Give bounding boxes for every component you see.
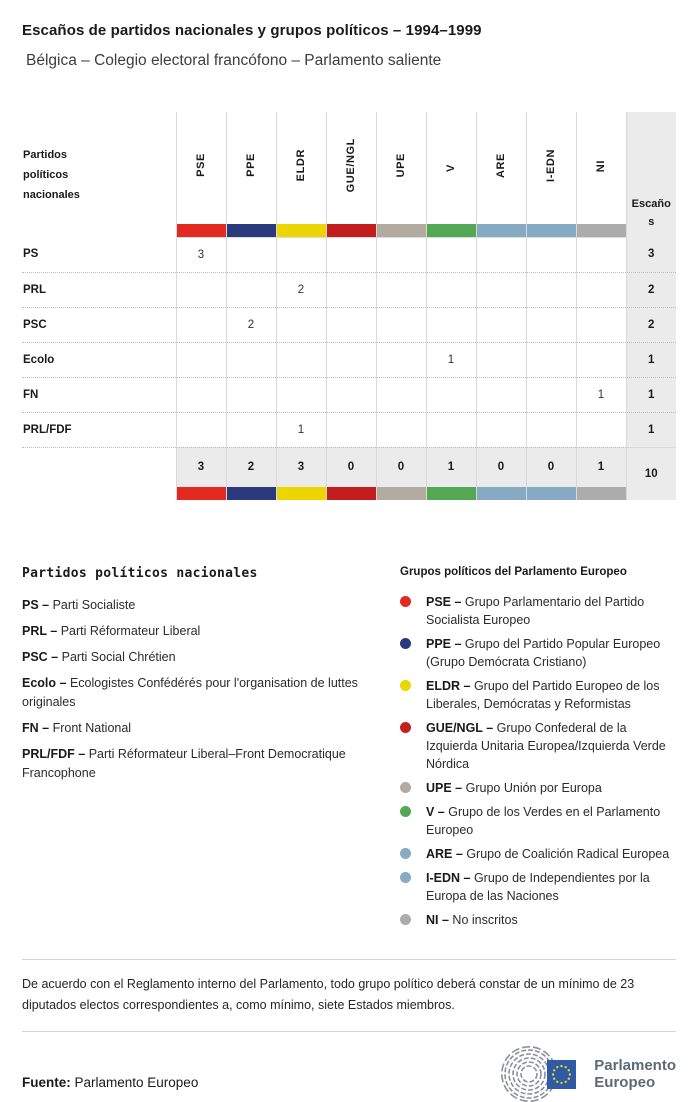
seat-cell xyxy=(326,307,376,342)
seat-cell xyxy=(176,377,226,412)
seats-table xyxy=(22,112,676,500)
totals-row-spacer xyxy=(22,447,176,487)
seat-cell xyxy=(576,272,626,307)
legend-item: I-EDN – Grupo de Independientes por la Europa de las Naciones xyxy=(400,869,676,905)
political-groups-heading: Grupos políticos del Parlamento Europeo xyxy=(400,566,627,578)
v-color-dot xyxy=(400,806,411,817)
legend-item: Ecolo – Ecologistes Confédérés pour l'organisation de luttes originales xyxy=(22,676,358,709)
seat-cell xyxy=(426,272,476,307)
color-bar-iedn xyxy=(526,224,576,238)
seat-cell xyxy=(376,377,426,412)
upe-color-dot xyxy=(400,782,411,793)
table-row xyxy=(22,377,676,412)
national-parties-legend xyxy=(22,566,382,935)
page-subtitle: Bélgica – Colegio electoral francófono – Parlamento saliente xyxy=(26,52,442,69)
first-column-header: Partidos políticos nacionales xyxy=(23,148,80,201)
column-header-upe: UPE xyxy=(376,112,426,224)
seat-cell: 1 xyxy=(276,412,326,447)
column-total: 3 xyxy=(276,447,326,487)
seat-cell xyxy=(526,272,576,307)
seat-cell xyxy=(576,342,626,377)
table-row xyxy=(22,412,676,447)
seat-cell xyxy=(226,272,276,307)
seat-cell xyxy=(426,412,476,447)
color-bar-v xyxy=(426,487,476,500)
color-bar-pse xyxy=(176,224,226,238)
row-total: 2 xyxy=(626,272,676,307)
legend-section xyxy=(22,566,676,935)
seat-cell xyxy=(276,307,326,342)
row-total: 1 xyxy=(626,342,676,377)
political-groups-legend xyxy=(400,566,676,935)
legend-item: UPE – Grupo Unión por Europa xyxy=(400,779,676,797)
color-bar-guengl xyxy=(326,224,376,238)
seat-cell xyxy=(576,237,626,272)
legend-item: PSC – Parti Social Chrétien xyxy=(22,650,176,664)
color-bar-ppe xyxy=(226,224,276,238)
seat-cell xyxy=(176,307,226,342)
legend-item: PRL/FDF – Parti Réformateur Liberal–Front Democratique Francophone xyxy=(22,747,346,780)
column-header-are: ARE xyxy=(476,112,526,224)
color-bar-ppe xyxy=(226,487,276,500)
column-total: 0 xyxy=(326,447,376,487)
seat-cell xyxy=(476,377,526,412)
totals-bar-spacer xyxy=(22,487,176,500)
seat-cell xyxy=(476,412,526,447)
seat-cell xyxy=(426,377,476,412)
party-label: PRL/FDF xyxy=(22,412,176,447)
seat-cell: 1 xyxy=(576,377,626,412)
footnote-text: De acuerdo con el Reglamento interno del Parlamento, todo grupo político deberá constar de un mínimo de 23 diputados electos correspondientes a, como mínimo, siete Estados miembros. xyxy=(22,977,635,1012)
color-bar-v xyxy=(426,224,476,238)
seat-cell xyxy=(326,377,376,412)
legend-item: PS – Parti Socialiste xyxy=(22,598,136,612)
pse-color-dot xyxy=(400,596,411,607)
seat-cell xyxy=(526,377,576,412)
column-header-v: V xyxy=(426,112,476,224)
seat-cell xyxy=(526,412,576,447)
seat-cell xyxy=(326,342,376,377)
totals-color-bar-row xyxy=(22,487,676,500)
column-total: 0 xyxy=(526,447,576,487)
seat-cell xyxy=(176,272,226,307)
color-bar-upe xyxy=(376,224,426,238)
party-label: FN xyxy=(22,377,176,412)
seat-cell xyxy=(426,237,476,272)
seat-cell xyxy=(376,237,426,272)
column-header-guengl: GUE/NGL xyxy=(326,112,376,224)
column-total: 0 xyxy=(476,447,526,487)
column-header-ni: NI xyxy=(576,112,626,224)
seat-cell xyxy=(176,342,226,377)
color-bar-ni xyxy=(576,487,626,500)
eldr-color-dot xyxy=(400,680,411,691)
seat-cell xyxy=(326,412,376,447)
legend-item: ELDR – Grupo del Partido Europeo de los Liberales, Demócratas y Reformistas xyxy=(400,677,676,713)
column-total: 0 xyxy=(376,447,426,487)
seat-cell xyxy=(376,307,426,342)
color-bar-ni xyxy=(576,224,626,238)
seat-cell xyxy=(276,342,326,377)
color-bar-eldr xyxy=(276,224,326,238)
table-row xyxy=(22,237,676,272)
footer xyxy=(22,1046,676,1102)
color-bar-eldr xyxy=(276,487,326,500)
seat-cell xyxy=(476,307,526,342)
ni-color-dot xyxy=(400,914,411,925)
seat-cell xyxy=(376,412,426,447)
column-header-ppe: PPE xyxy=(226,112,276,224)
row-total: 1 xyxy=(626,377,676,412)
legend-item: NI – No inscritos xyxy=(400,911,676,929)
seat-cell: 2 xyxy=(276,272,326,307)
seats-column-header: Escaños xyxy=(626,112,676,237)
legend-item: GUE/NGL – Grupo Confederal de la Izquierda Unitaria Europea/Izquierda Verde Nórdica xyxy=(400,719,676,773)
color-bar-guengl xyxy=(326,487,376,500)
color-bar-upe xyxy=(376,487,426,500)
guengl-color-dot xyxy=(400,722,411,733)
seat-cell: 2 xyxy=(226,307,276,342)
footnote-block xyxy=(22,959,676,1032)
seat-cell xyxy=(326,237,376,272)
page-title: Escaños de partidos nacionales y grupos políticos – 1994–1999 xyxy=(22,22,482,39)
legend-item: ARE – Grupo de Coalición Radical Europea xyxy=(400,845,676,863)
column-total: 1 xyxy=(576,447,626,487)
row-total: 3 xyxy=(626,237,676,272)
legend-item: PRL – Parti Réformateur Liberal xyxy=(22,624,201,638)
seat-cell xyxy=(576,307,626,342)
column-header-eldr: ELDR xyxy=(276,112,326,224)
seat-cell xyxy=(326,272,376,307)
seat-cell xyxy=(476,342,526,377)
seat-cell xyxy=(476,237,526,272)
source-line: Fuente: Parlamento Europeo xyxy=(22,1074,199,1090)
table-header-row xyxy=(22,112,676,224)
seat-cell xyxy=(526,342,576,377)
seat-cell xyxy=(226,342,276,377)
legend-item: PPE – Grupo del Partido Popular Europeo (Grupo Demócrata Cristiano) xyxy=(400,635,676,671)
seat-cell xyxy=(226,412,276,447)
logo-wordmark: Parlamento Europeo xyxy=(594,1057,676,1091)
seat-cell: 3 xyxy=(176,237,226,272)
hemicycle-eu-flag-icon xyxy=(501,1046,585,1102)
legend-item: FN – Front National xyxy=(22,721,132,735)
seat-cell xyxy=(226,377,276,412)
seat-cell xyxy=(276,377,326,412)
seat-cell xyxy=(226,237,276,272)
party-label: Ecolo xyxy=(22,342,176,377)
ppe-color-dot xyxy=(400,638,411,649)
legend-item: V – Grupo de los Verdes en el Parlamento Europeo xyxy=(400,803,676,839)
color-bar-iedn xyxy=(526,487,576,500)
seat-cell: 1 xyxy=(426,342,476,377)
color-bar-pse xyxy=(176,487,226,500)
row-total: 1 xyxy=(626,412,676,447)
iedn-color-dot xyxy=(400,872,411,883)
party-label: PRL xyxy=(22,272,176,307)
party-label: PSC xyxy=(22,307,176,342)
column-header-iedn: I-EDN xyxy=(526,112,576,224)
column-total: 2 xyxy=(226,447,276,487)
column-total: 3 xyxy=(176,447,226,487)
column-header-pse: PSE xyxy=(176,112,226,224)
are-color-dot xyxy=(400,848,411,859)
grand-total: 10 xyxy=(626,447,676,500)
table-row xyxy=(22,272,676,307)
color-bar-are xyxy=(476,224,526,238)
seat-cell xyxy=(376,272,426,307)
seat-cell xyxy=(426,307,476,342)
seat-cell xyxy=(176,412,226,447)
table-row xyxy=(22,342,676,377)
national-parties-heading: Partidos políticos nacionales xyxy=(22,566,258,581)
seat-cell xyxy=(276,237,326,272)
legend-item: PSE – Grupo Parlamentario del Partido Socialista Europeo xyxy=(400,593,676,629)
european-parliament-logo xyxy=(501,1046,676,1102)
table-row xyxy=(22,307,676,342)
seat-cell xyxy=(526,237,576,272)
seat-cell xyxy=(376,342,426,377)
color-bar-are xyxy=(476,487,526,500)
totals-row xyxy=(22,447,676,487)
seat-cell xyxy=(576,412,626,447)
seat-cell xyxy=(476,272,526,307)
seat-cell xyxy=(526,307,576,342)
column-total: 1 xyxy=(426,447,476,487)
row-total: 2 xyxy=(626,307,676,342)
party-label: PS xyxy=(22,237,176,272)
